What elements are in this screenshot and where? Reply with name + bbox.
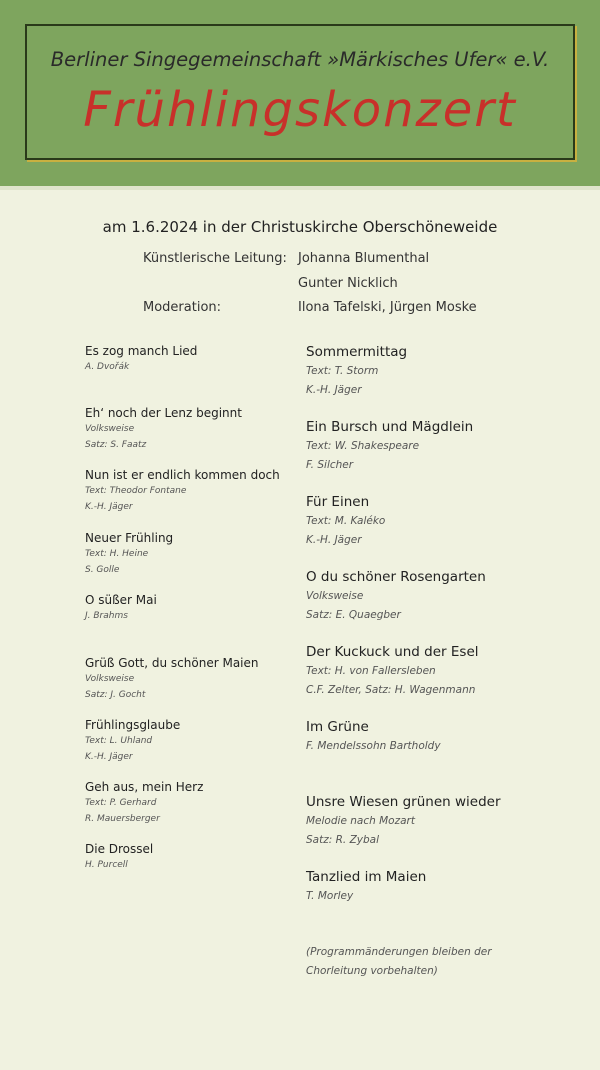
- piece-title: Tanzlied im Maien: [306, 869, 427, 885]
- piece-title: Für Einen: [306, 494, 370, 510]
- piece-title: Geh aus, mein Herz: [85, 780, 204, 794]
- program-item: [85, 717, 180, 765]
- piece-title: O süßer Mai: [85, 593, 157, 607]
- header-banner: [0, 0, 600, 186]
- venue-line: am 1.6.2024 in der Christuskirche Oberschöneweide: [102, 218, 498, 236]
- program-item: [85, 343, 197, 375]
- piece-credit: H. Purcell: [85, 860, 128, 870]
- program-item: [306, 717, 441, 756]
- program-item: [85, 530, 173, 578]
- program-item: [306, 642, 479, 700]
- piece-credit: C.F. Zelter, Satz: H. Wagenmann: [306, 684, 476, 696]
- piece-title: Nun ist er endlich kommen doch: [85, 468, 280, 482]
- piece-credit: F. Mendelssohn Bartholdy: [306, 740, 441, 752]
- piece-credit: K.-H. Jäger: [306, 384, 362, 396]
- piece-credit: Text: W. Shakespeare: [306, 440, 420, 452]
- piece-credit: Text: H. Heine: [85, 549, 149, 559]
- piece-credit: Satz: E. Quaegber: [306, 609, 401, 621]
- piece-title: Es zog manch Lied: [85, 344, 198, 358]
- piece-credit: T. Morley: [306, 890, 354, 902]
- piece-title: Ein Bursch und Mägdlein: [306, 419, 474, 435]
- program-item: [85, 405, 242, 453]
- program-item: [306, 492, 385, 550]
- program-item: [306, 417, 473, 475]
- piece-credit: F. Silcher: [306, 459, 354, 471]
- piece-credit: Text: T. Storm: [306, 365, 379, 377]
- piece-credit: K.-H. Jäger: [85, 752, 133, 762]
- piece-title: Unsre Wiesen grünen wieder: [306, 794, 501, 810]
- concert-title: Frühlingskonzert: [83, 82, 517, 138]
- piece-credit: Text: Theodor Fontane: [85, 486, 187, 496]
- piece-title: Frühlingsglaube: [85, 718, 181, 732]
- piece-credit: Satz: J. Gocht: [85, 690, 146, 700]
- piece-credit: K.-H. Jäger: [85, 502, 133, 512]
- header-divider: [0, 186, 600, 190]
- piece-credit: Volksweise: [85, 424, 135, 434]
- piece-credit: Text: M. Kaléko: [306, 515, 386, 527]
- piece-credit: Text: L. Uhland: [85, 736, 153, 746]
- piece-credit: R. Mauersberger: [85, 814, 160, 824]
- direction-label: Künstlerische Leitung:: [143, 251, 287, 266]
- program-item: [306, 342, 407, 400]
- program-item: [306, 567, 486, 625]
- piece-title: Der Kuckuck und der Esel: [306, 644, 479, 660]
- piece-credit: K.-H. Jäger: [306, 534, 362, 546]
- piece-title: Im Grüne: [306, 719, 369, 735]
- piece-credit: Volksweise: [306, 590, 364, 602]
- piece-title: Eh‘ noch der Lenz beginnt: [85, 406, 242, 420]
- direction-name-1: Johanna Blumenthal: [298, 251, 430, 266]
- program-change-note: (Programmänderungen bleiben der Chorleitung vorbehalten): [306, 946, 492, 977]
- piece-title: Die Drossel: [85, 842, 154, 856]
- piece-title: Grüß Gott, du schöner Maien: [85, 656, 259, 670]
- moderation-label: Moderation:: [143, 300, 222, 315]
- program-item: [306, 792, 501, 850]
- piece-title: Sommermittag: [306, 344, 408, 360]
- piece-credit: A. Dvořák: [85, 362, 130, 372]
- program-item: [85, 655, 259, 703]
- piece-credit: Satz: R. Zybal: [306, 834, 379, 846]
- piece-credit: Text: H. von Fallersleben: [306, 665, 436, 677]
- piece-credit: Text: P. Gerhard: [85, 798, 157, 808]
- program-item: [85, 592, 157, 624]
- program-item: [85, 841, 153, 873]
- piece-credit: Satz: S. Faatz: [85, 440, 147, 450]
- piece-credit: Melodie nach Mozart: [306, 815, 415, 827]
- piece-title: Neuer Frühling: [85, 531, 174, 545]
- program-item: [306, 867, 426, 906]
- society-name: Berliner Singegemeinschaft »Märkisches Ufer« e.V.: [50, 48, 550, 71]
- piece-credit: S. Golle: [85, 565, 120, 575]
- moderation-names: Ilona Tafelski, Jürgen Moske: [298, 300, 477, 315]
- direction-name-2: Gunter Nicklich: [298, 276, 398, 291]
- piece-credit: J. Brahms: [85, 611, 128, 621]
- piece-credit: Volksweise: [85, 674, 135, 684]
- program-item: [85, 779, 203, 827]
- piece-title: O du schöner Rosengarten: [306, 569, 486, 585]
- program-item: [85, 467, 280, 515]
